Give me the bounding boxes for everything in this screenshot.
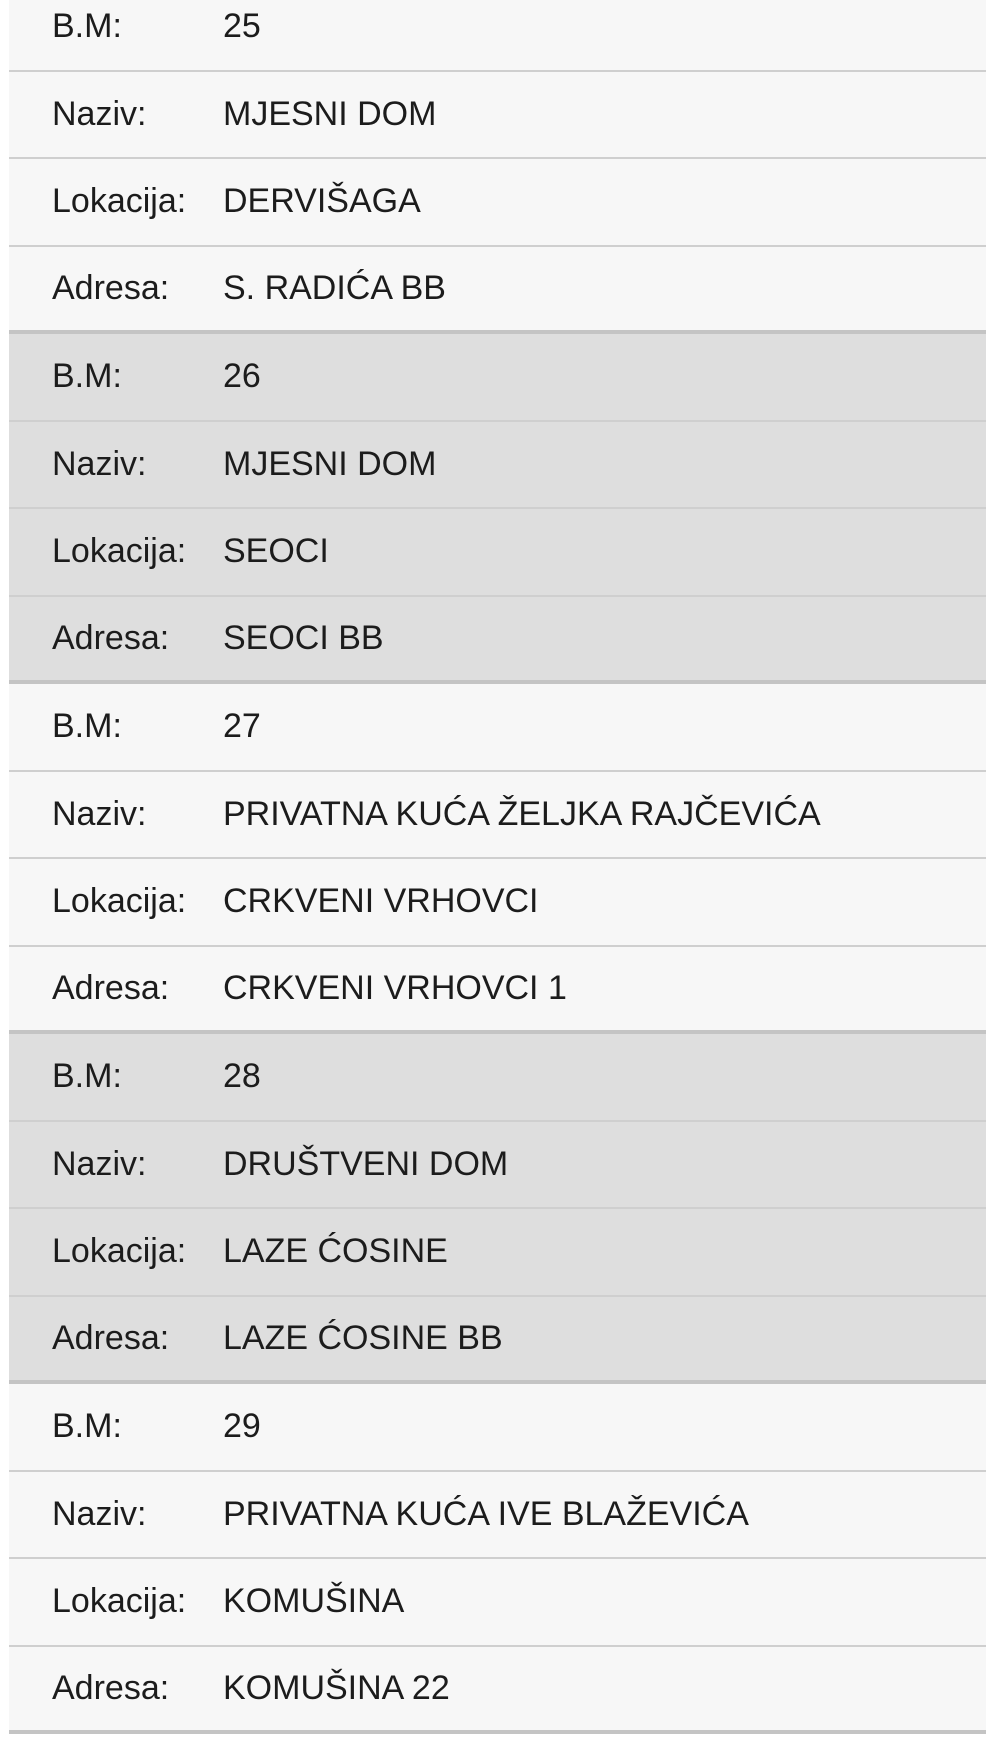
field-row: [9, 597, 986, 685]
field-value: MJESNI DOM: [223, 444, 437, 483]
field-row: [9, 334, 986, 422]
field-label: Lokacija:: [52, 882, 187, 921]
field-label: B.M:: [52, 1407, 122, 1446]
field-value: LAZE ĆOSINE: [223, 1232, 448, 1271]
field-value: MJESNI DOM: [223, 94, 437, 133]
list-item[interactable]: [9, 0, 986, 334]
field-label: Adresa:: [52, 968, 170, 1007]
field-row: [9, 159, 986, 247]
field-row: [9, 1209, 986, 1297]
field-row: [9, 0, 986, 72]
field-label: B.M:: [52, 7, 122, 46]
field-row: [9, 1297, 986, 1385]
field-label: Naziv:: [52, 1494, 147, 1533]
field-label: Adresa:: [52, 1318, 170, 1357]
field-row: [9, 1472, 986, 1560]
field-value: DRUŠTVENI DOM: [223, 1144, 509, 1183]
field-value: KOMUŠINA 22: [223, 1668, 450, 1707]
field-value: PRIVATNA KUĆA ŽELJKA RAJČEVIĆA: [223, 794, 821, 833]
field-value: SEOCI BB: [223, 618, 384, 657]
field-value: 29: [223, 1407, 261, 1446]
list-item[interactable]: [9, 1034, 986, 1384]
field-row: [9, 1559, 986, 1647]
field-value: 27: [223, 707, 261, 746]
field-value: LAZE ĆOSINE BB: [223, 1318, 503, 1357]
field-row: [9, 1647, 986, 1735]
field-row: [9, 247, 986, 335]
field-value: PRIVATNA KUĆA IVE BLAŽEVIĆA: [223, 1494, 749, 1533]
field-label: B.M:: [52, 357, 122, 396]
field-label: Naziv:: [52, 1144, 147, 1183]
list-item[interactable]: [9, 684, 986, 1034]
field-row: [9, 947, 986, 1035]
field-label: Adresa:: [52, 268, 170, 307]
field-label: Naziv:: [52, 94, 147, 133]
field-label: B.M:: [52, 707, 122, 746]
field-label: B.M:: [52, 1057, 122, 1096]
field-value: CRKVENI VRHOVCI 1: [223, 968, 567, 1007]
field-row: [9, 509, 986, 597]
field-row: [9, 72, 986, 160]
field-row: [9, 772, 986, 860]
field-value: 25: [223, 7, 261, 46]
field-value: 26: [223, 357, 261, 396]
polling-station-list: [9, 0, 986, 1734]
list-item[interactable]: [9, 1384, 986, 1734]
field-value: SEOCI: [223, 532, 329, 571]
field-label: Lokacija:: [52, 182, 187, 221]
field-label: Lokacija:: [52, 1582, 187, 1621]
field-label: Lokacija:: [52, 532, 187, 571]
field-label: Naziv:: [52, 794, 147, 833]
field-value: DERVIŠAGA: [223, 182, 421, 221]
list-item[interactable]: [9, 334, 986, 684]
field-value: CRKVENI VRHOVCI: [223, 882, 539, 921]
field-row: [9, 422, 986, 510]
field-label: Adresa:: [52, 1668, 170, 1707]
field-value: KOMUŠINA: [223, 1582, 405, 1621]
field-label: Adresa:: [52, 618, 170, 657]
field-value: S. RADIĆA BB: [223, 268, 446, 307]
field-row: [9, 1384, 986, 1472]
field-row: [9, 1034, 986, 1122]
field-row: [9, 684, 986, 772]
field-label: Lokacija:: [52, 1232, 187, 1271]
field-value: 28: [223, 1057, 261, 1096]
field-label: Naziv:: [52, 444, 147, 483]
field-row: [9, 1122, 986, 1210]
field-row: [9, 859, 986, 947]
